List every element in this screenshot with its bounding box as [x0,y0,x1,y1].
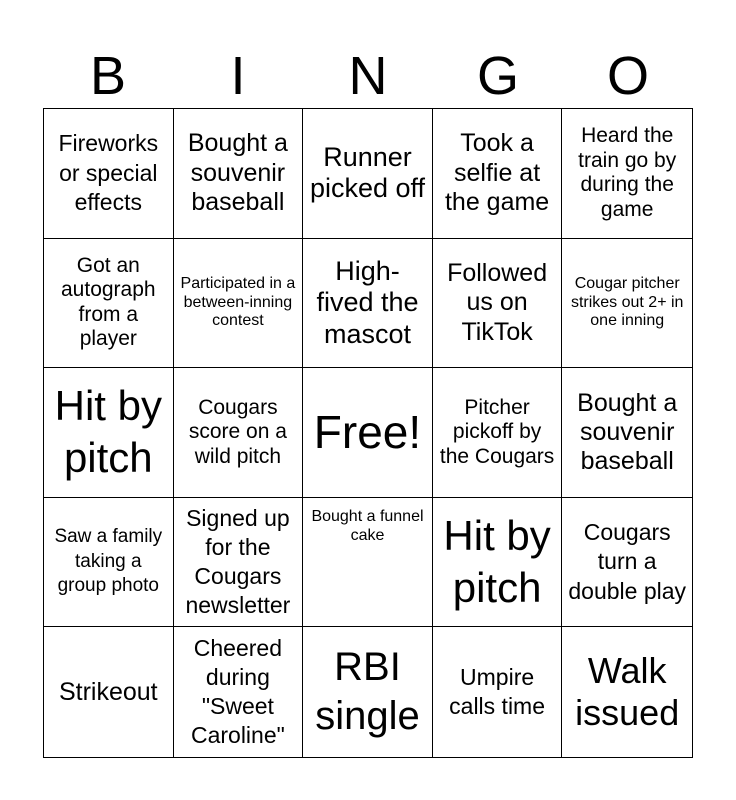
bingo-cell[interactable] [433,498,563,628]
cell-text: Walk issued [575,650,680,734]
cell-text: Took a selfie at the game [444,129,550,216]
bingo-cell[interactable] [44,239,174,369]
cell-text: High-fived the mascot [316,255,419,349]
cell-text: Saw a family taking a group photo [54,526,163,597]
cell-text: Participated in a between-inning contest [180,274,296,330]
bingo-cell[interactable] [562,109,692,239]
header-letter-o: O [606,46,649,106]
bingo-cell[interactable] [174,368,304,498]
cell-text: Cheered during "Sweet Caroline" [190,634,285,749]
header-letter-b: B [89,46,127,106]
bingo-cell[interactable] [562,498,692,628]
cell-text: RBI single [315,645,420,739]
header-letter-i: I [230,46,246,106]
cell-text: Cougars score on a wild pitch [188,395,287,468]
cell-text: Bought a souvenir baseball [187,129,288,216]
bingo-cell[interactable] [44,627,174,757]
bingo-cell[interactable] [562,368,692,498]
bingo-cell[interactable] [433,239,563,369]
cell-text: Runner picked off [309,141,426,204]
bingo-header [43,44,693,108]
cell-text: Hit by pitch [443,511,551,612]
bingo-cell[interactable] [303,498,433,628]
bingo-card [43,108,693,758]
cell-text: Strikeout [58,677,158,706]
bingo-cell[interactable] [303,109,433,239]
bingo-cell[interactable] [174,498,304,628]
bingo-cell[interactable] [562,627,692,757]
cell-text: Bought a funnel cake [311,507,424,544]
bingo-cell[interactable] [44,498,174,628]
cell-text: Bought a souvenir baseball [577,388,678,476]
cell-text: Cougar pitcher strikes out 2+ in one inning [570,274,684,330]
bingo-cell[interactable] [433,368,563,498]
cell-text: Pitcher pickoff by the Cougars [439,395,555,468]
bingo-cell[interactable] [303,627,433,757]
bingo-cell[interactable] [174,109,304,239]
cell-text: Cougars turn a double play [568,519,687,604]
cell-text: Fireworks or special effects [58,130,159,215]
bingo-cell[interactable] [303,239,433,369]
bingo-cell[interactable] [44,109,174,239]
bingo-cell[interactable] [174,627,304,757]
bingo-cell[interactable] [174,239,304,369]
header-letter-n: N [348,46,388,106]
free-space-text: Free! [313,405,422,458]
bingo-cell[interactable] [433,627,563,757]
cell-text: Followed us on TikTok [447,259,548,346]
cell-text: Signed up for the Cougars newsletter [185,504,291,619]
cell-text: Hit by pitch [54,381,162,482]
bingo-cell[interactable] [433,109,563,239]
bingo-cell[interactable] [44,368,174,498]
cell-text: Umpire calls time [449,663,546,720]
cell-text: Heard the train go by during the game [578,124,677,221]
cell-text: Got an autograph from a player [61,253,156,351]
bingo-cell[interactable] [562,239,692,369]
free-space-cell[interactable] [303,368,433,498]
header-letter-g: G [476,46,519,106]
